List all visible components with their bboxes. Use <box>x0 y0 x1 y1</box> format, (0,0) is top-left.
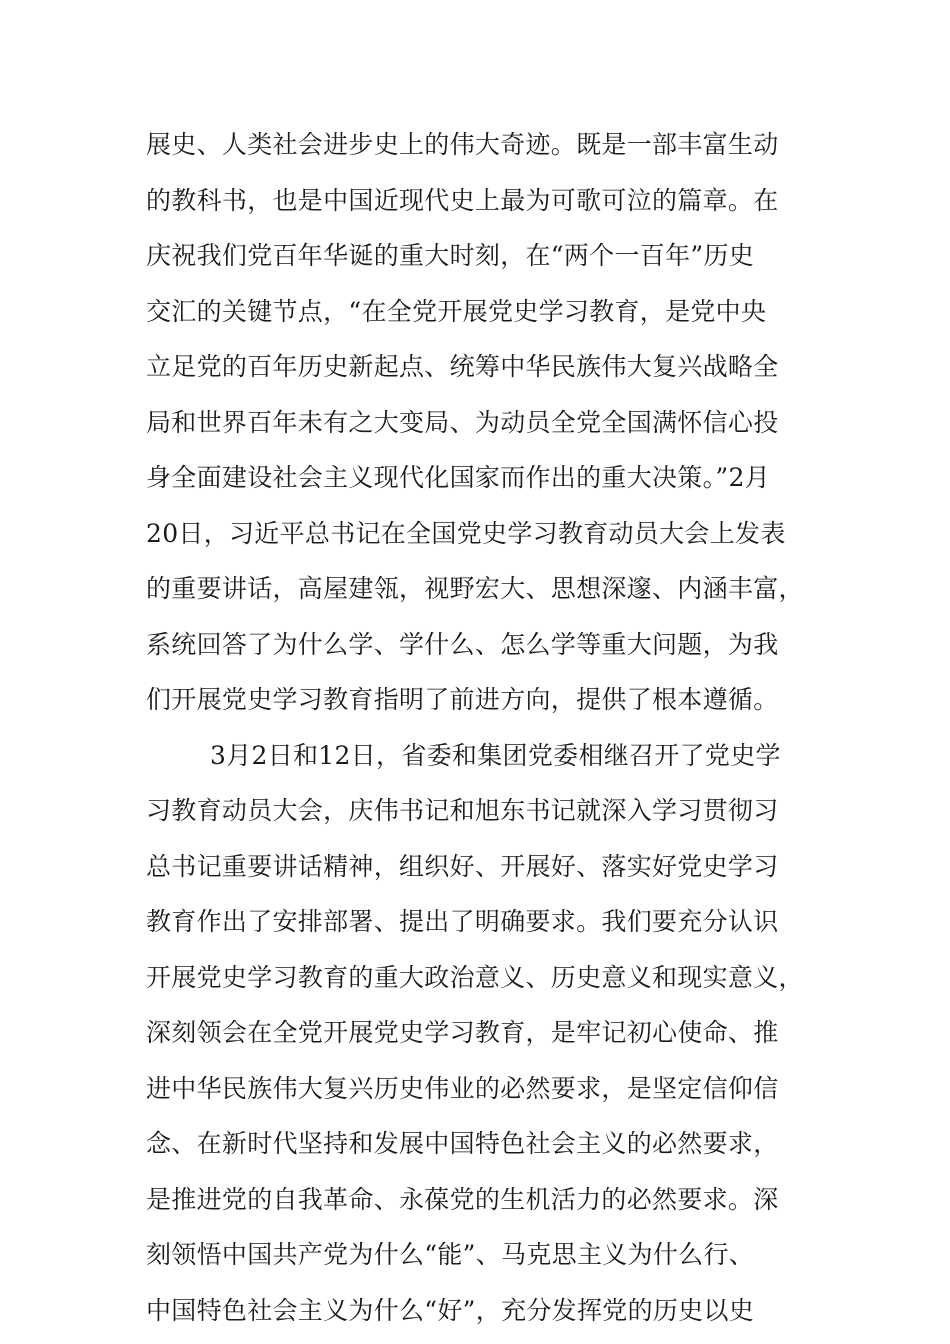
text-line: 展史、人类社会进步史上的伟大奇迹。既是一部丰富生动 <box>146 130 779 159</box>
text-line: 的教科书，也是中国近现代史上最为可歌可泣的篇章。在 <box>146 186 779 215</box>
text-line: 总书记重要讲话精神，组织好、开展好、落实好党史学习 <box>146 852 779 881</box>
text-line: 进中华民族伟大复兴历史伟业的必然要求，是坚定信仰信 <box>146 1074 779 1103</box>
text-line: 们开展党史学习教育指明了前进方向，提供了根本遵循。 <box>146 685 779 714</box>
text-line: 身全面建设社会主义现代化国家而作出的重大决策。”2月 <box>146 463 770 492</box>
text-line: 是推进党的自我革命、永葆党的生机活力的必然要求。深 <box>146 1185 779 1214</box>
text-line: 交汇的关键节点，“在全党开展党史学习教育，是党中央 <box>146 297 767 326</box>
text-line: 的重要讲话，高屋建瓴，视野宏大、思想深邃、内涵丰富， <box>146 574 804 603</box>
text-line: 念、在新时代坚持和发展中国特色社会主义的必然要求， <box>146 1129 779 1158</box>
text-line: 开展党史学习教育的重大政治意义、历史意义和现实意义， <box>146 963 804 992</box>
text-line: 立足党的百年历史新起点、统筹中华民族伟大复兴战略全 <box>146 352 779 381</box>
text-line: 20日，习近平总书记在全国党史学习教育动员大会上发表 <box>146 519 786 548</box>
text-line: 刻领悟中国共产党为什么“能”、马克思主义为什么行、 <box>146 1240 755 1269</box>
text-line: 中国特色社会主义为什么“好”，充分发挥党的历史以史 <box>146 1296 755 1325</box>
paragraph-first-line: 3月2日和12日，省委和集团党委相继召开了党史学 <box>210 741 781 770</box>
text-line: 深刻领会在全党开展党史学习教育，是牢记初心使命、推 <box>146 1018 779 1047</box>
text-line: 习教育动员大会，庆伟书记和旭东书记就深入学习贯彻习 <box>146 796 779 825</box>
text-line: 系统回答了为什么学、学什么、怎么学等重大问题，为我 <box>146 630 779 659</box>
text-line: 教育作出了安排部署、提出了明确要求。我们要充分认识 <box>146 907 779 936</box>
text-line: 局和世界百年未有之大变局、为动员全党全国满怀信心投 <box>146 408 779 437</box>
text-line: 庆祝我们党百年华诞的重大时刻，在“两个一百年”历史 <box>146 241 755 270</box>
